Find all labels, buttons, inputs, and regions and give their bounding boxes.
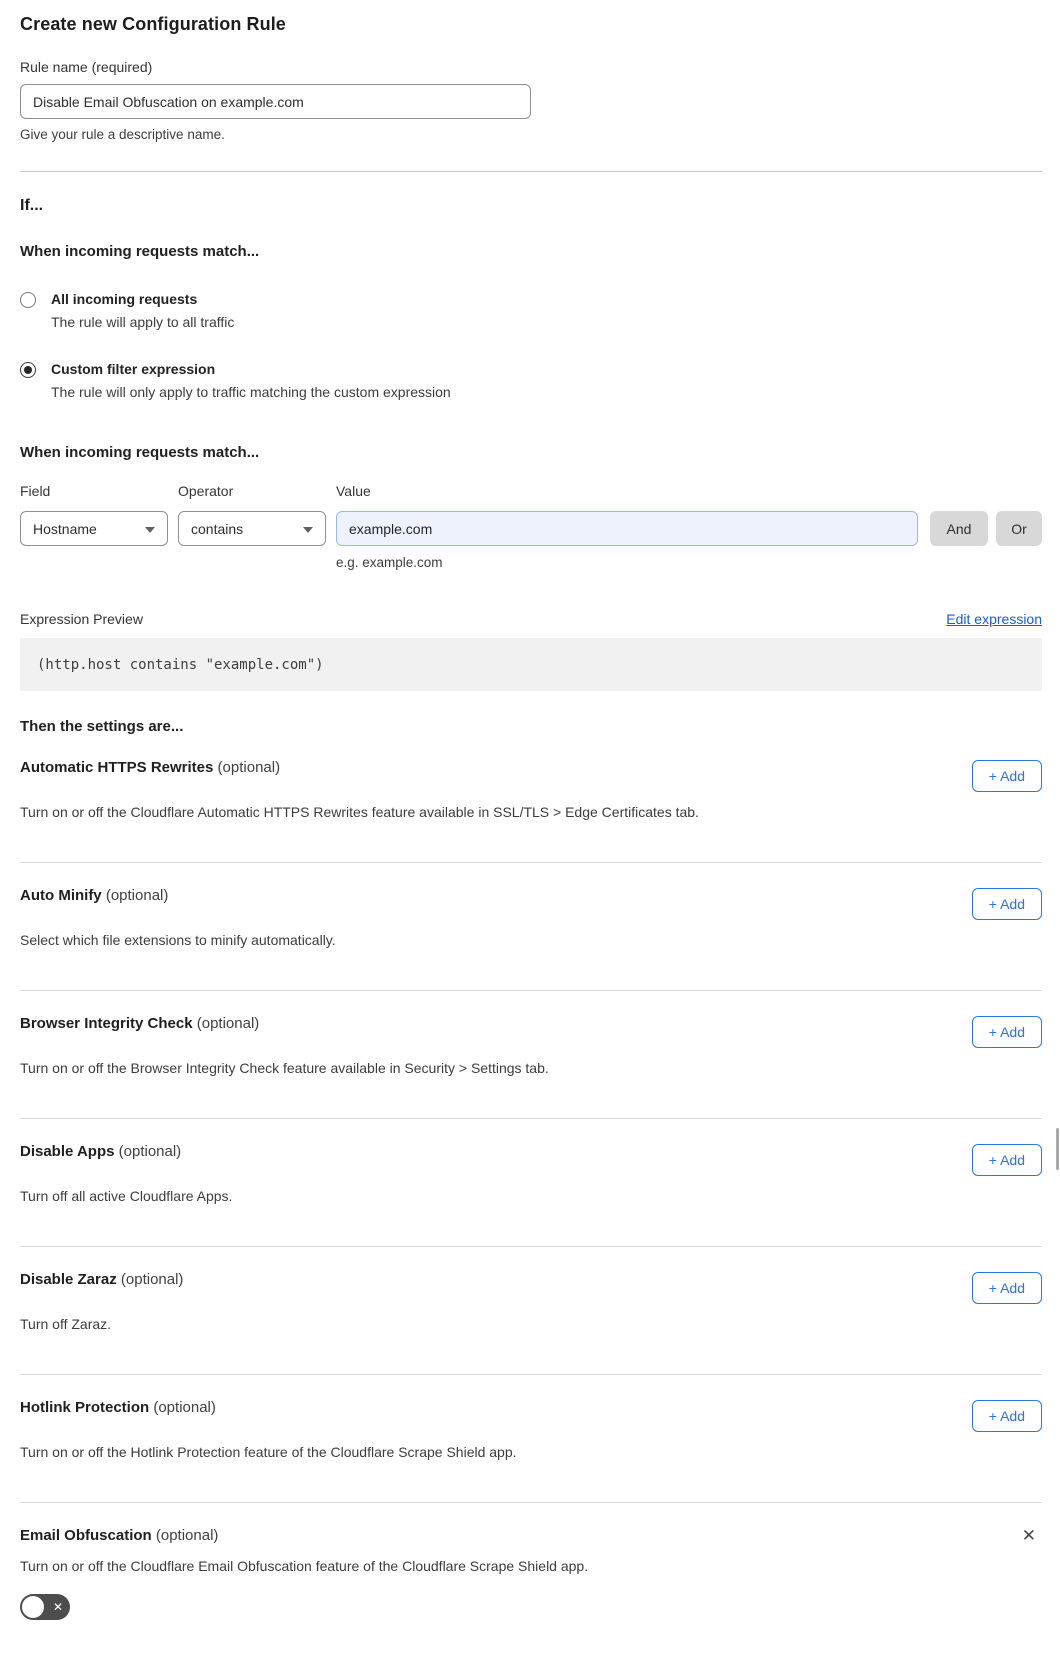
section-divider <box>20 171 1042 172</box>
setting-title: Browser Integrity Check <box>20 1015 193 1032</box>
value-label: Value <box>336 483 371 499</box>
radio-selected-icon[interactable] <box>20 362 36 378</box>
setting-optional-label: (optional) <box>118 1143 182 1160</box>
setting-optional-label: (optional) <box>105 887 169 904</box>
add-disable-apps-button[interactable]: + Add <box>972 1144 1042 1176</box>
setting-description: Turn off Zaraz. <box>20 1316 112 1332</box>
setting-email-obfuscation <box>20 1503 1042 1625</box>
setting-title: Automatic HTTPS Rewrites <box>20 759 214 776</box>
setting-automatic-https-rewrites <box>20 735 1042 863</box>
add-automatic-https-rewrites-button[interactable]: + Add <box>972 760 1042 792</box>
add-browser-integrity-check-button[interactable]: + Add <box>972 1016 1042 1048</box>
add-hotlink-protection-button[interactable]: + Add <box>972 1400 1042 1432</box>
rule-name-help: Give your rule a descriptive name. <box>20 127 225 142</box>
chevron-down-icon <box>145 527 155 533</box>
setting-description: Turn on or off the Browser Integrity Check feature available in Security > Settings tab. <box>20 1060 549 1076</box>
rule-name-input[interactable] <box>20 84 531 119</box>
setting-optional-label: (optional) <box>120 1271 184 1288</box>
operator-select-value: contains <box>191 520 244 537</box>
or-button[interactable]: Or <box>996 511 1042 546</box>
field-label: Field <box>20 483 51 499</box>
setting-disable-apps <box>20 1119 1042 1247</box>
setting-description: Turn off all active Cloudflare Apps. <box>20 1188 233 1204</box>
and-button[interactable]: And <box>930 511 988 546</box>
setting-description: Select which file extensions to minify automatically. <box>20 932 336 948</box>
setting-title: Email Obfuscation <box>20 1527 152 1544</box>
operator-select[interactable] <box>178 511 326 546</box>
operator-label: Operator <box>178 483 234 499</box>
radio-custom-filter-expression[interactable] <box>20 361 1042 400</box>
setting-hotlink-protection <box>20 1375 1042 1503</box>
add-disable-zaraz-button[interactable]: + Add <box>972 1272 1042 1304</box>
setting-optional-label: (optional) <box>155 1527 219 1544</box>
edit-expression-link[interactable]: Edit expression <box>946 611 1042 627</box>
email-obfuscation-toggle[interactable] <box>20 1594 70 1620</box>
setting-description: Turn on or off the Hotlink Protection feature of the Cloudflare Scrape Shield app. <box>20 1444 517 1460</box>
radio-option-description: The rule will only apply to traffic matching the custom expression <box>51 384 451 400</box>
setting-optional-label: (optional) <box>217 759 281 776</box>
radio-option-label: Custom filter expression <box>51 361 216 377</box>
match-heading: When incoming requests match... <box>20 243 260 260</box>
setting-disable-zaraz <box>20 1247 1042 1375</box>
if-heading: If... <box>20 197 44 214</box>
field-select-value: Hostname <box>33 520 97 537</box>
toggle-knob <box>22 1596 44 1618</box>
then-settings-heading: Then the settings are... <box>20 718 184 735</box>
setting-description: Turn on or off the Cloudflare Automatic HTTPS Rewrites feature available in SSL/TLS > Edge Certificates tab. <box>20 804 699 820</box>
expression-builder-heading: When incoming requests match... <box>20 444 260 461</box>
setting-optional-label: (optional) <box>196 1015 260 1032</box>
field-select[interactable] <box>20 511 168 546</box>
radio-unselected-icon[interactable] <box>20 292 36 308</box>
setting-description: Turn on or off the Cloudflare Email Obfuscation feature of the Cloudflare Scrape Shield app. <box>20 1558 589 1574</box>
setting-optional-label: (optional) <box>153 1399 216 1416</box>
value-hint: e.g. example.com <box>336 555 443 570</box>
setting-title: Disable Zaraz <box>20 1271 117 1288</box>
page-title: Create new Configuration Rule <box>20 14 286 34</box>
rule-name-label: Rule name (required) <box>20 59 153 75</box>
radio-option-description: The rule will apply to all traffic <box>51 314 235 330</box>
value-input[interactable] <box>336 511 918 546</box>
chevron-down-icon <box>303 527 313 533</box>
toggle-off-icon: ✕ <box>52 1600 63 1614</box>
setting-title: Disable Apps <box>20 1143 115 1160</box>
radio-option-label: All incoming requests <box>51 291 198 307</box>
expression-preview-label: Expression Preview <box>20 611 143 627</box>
setting-title: Hotlink Protection <box>20 1399 150 1416</box>
scrollbar-thumb[interactable] <box>1056 1128 1059 1170</box>
close-icon[interactable]: ✕ <box>1021 1526 1036 1545</box>
radio-all-incoming-requests[interactable] <box>20 291 1042 330</box>
setting-browser-integrity-check <box>20 991 1042 1119</box>
add-auto-minify-button[interactable]: + Add <box>972 888 1042 920</box>
setting-title: Auto Minify <box>20 887 102 904</box>
expression-preview-code: (http.host contains "example.com") <box>20 638 1042 691</box>
setting-auto-minify <box>20 863 1042 991</box>
